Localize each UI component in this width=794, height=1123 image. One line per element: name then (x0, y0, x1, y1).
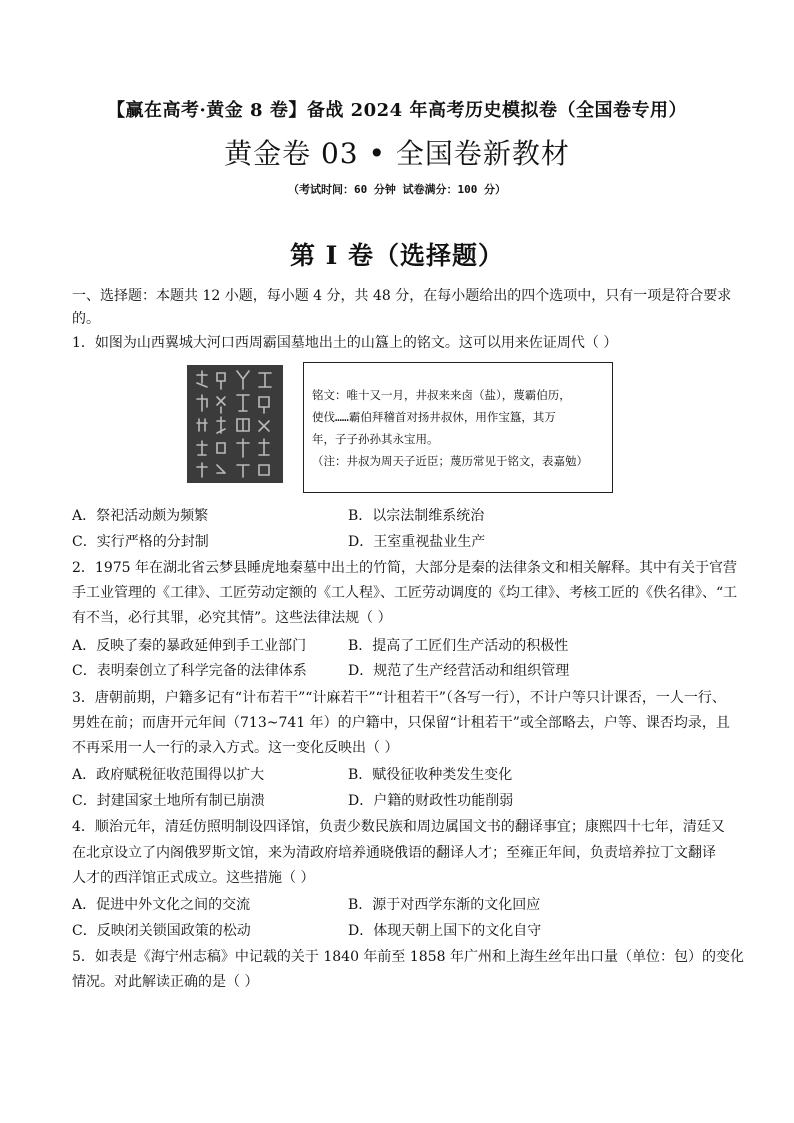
question-1-stem: 1．如图为山西翼城大河口西周霸国墓地出土的山簋上的铭文。这可以用来佐证周代（ ） (72, 335, 618, 351)
inscription-line-1: 铭文：唯十又一月，井叔来来卤（盐），蔑霸伯历， (312, 388, 571, 402)
q3-option-a[interactable]: A．政府赋税征收范围得以扩大 (72, 767, 265, 783)
q2-option-a[interactable]: A．反映了秦的暴政延伸到手工业部门 (72, 638, 307, 654)
paper-title: 黄金卷 03 • 全国卷新教材 (224, 137, 570, 170)
q1-option-c[interactable]: C．实行严格的分封制 (72, 534, 209, 550)
inscription-line-2: 使伐……霸伯拜稽首对扬井叔休，用作宝簋，其万 (312, 410, 556, 424)
q4-option-d[interactable]: D．体现天朝上国下的文化自守 (348, 923, 542, 939)
q4-option-a[interactable]: A．促进中外文化之间的交流 (72, 897, 251, 913)
inscription-note: （注：井叔为周天子近臣；蔑历常见于铭文，表嘉勉） (312, 454, 588, 468)
q4-option-b[interactable]: B．源于对西学东渐的文化回应 (348, 897, 541, 913)
q4-option-c[interactable]: C．反映闭关锁国政策的松动 (72, 923, 251, 939)
q2-option-b[interactable]: B．提高了工匠们生产活动的积极性 (348, 638, 569, 654)
question-3-stem-line-3: 不再采用一人一行的录入方式。这一变化反映出（ ） (72, 740, 399, 756)
question-2-stem-line-1: 2．1975 年在湖北省云梦县睡虎地秦墓中出土的竹简，大部分是秦的法律条文和相关解释。其中有关于官营 (72, 560, 737, 576)
question-2-stem-line-3: 有不当，必行其罪，必究其情”。这些法律法规（ ） (72, 610, 392, 626)
q2-option-c[interactable]: C．表明秦创立了科学完备的法律体系 (72, 663, 307, 679)
q2-option-d[interactable]: D．规范了生产经营活动和组织管理 (348, 663, 570, 679)
q3-option-b[interactable]: B．赋役征收种类发生变化 (348, 767, 513, 783)
question-3-stem-line-1: 3．唐朝前期，户籍多记有“计布若干”“计麻若干”“计租若干”（各写一行），不计户等只计课否，一人一行、 (72, 690, 726, 706)
section-title: 第 I 卷（选择题） (289, 241, 505, 270)
instructions-line-1: 一、选择题：本题共 12 小题，每小题 4 分，共 48 分，在每小题给出的四个选项中，只有一项是符合要求 (72, 288, 732, 304)
question-4-stem-line-3: 人才的西洋馆正式成立。这些措施（ ） (72, 870, 315, 886)
q1-option-b[interactable]: B．以宗法制维系统治 (348, 508, 485, 524)
bronze-inscription-rubbing-image (187, 365, 283, 483)
q1-option-a[interactable]: A．祭祀活动颇为频繁 (72, 508, 209, 524)
question-3-stem-line-2: 男姓在前；而唐开元年间（713~741 年）的户籍中，只保留“计租若干”或全部略去，户等、课否均录，且 (72, 715, 730, 731)
q3-option-c[interactable]: C．封建国家土地所有制已崩溃 (72, 793, 265, 809)
series-title: 【赢在高考·黄金 8 卷】备战 2024 年高考历史模拟卷（全国卷专用） (107, 100, 687, 121)
question-2-stem-line-2: 手工业管理的《工律》、工匠劳动定额的《工人程》、工匠劳动调度的《均工律》、考核工匠的《佚名律》、“工 (72, 585, 738, 601)
inscription-text-box (303, 362, 613, 493)
question-4-stem-line-1: 4．顺治元年，清廷仿照明制设四译馆，负责少数民族和周边属国文书的翻译事宜；康熙四十七年，清廷又 (72, 819, 725, 835)
exam-info: （考试时间：60 分钟 试卷满分：100 分） (288, 183, 506, 196)
inscription-line-3: 年，子子孙孙其永宝用。 (312, 432, 439, 446)
q1-option-d[interactable]: D．王室重视盐业生产 (348, 534, 486, 550)
question-4-stem-line-2: 在北京设立了内阁俄罗斯文馆，来为清政府培养通晓俄语的翻译人才；至雍正年间，负责培养拉丁文翻译 (72, 845, 716, 861)
instructions-line-2: 的。 (72, 311, 100, 327)
question-5-stem-line-1: 5．如表是《海宁州志稿》中记载的关于 1840 年前至 1858 年广州和上海生丝年出口量（单位：包）的变化 (72, 949, 744, 965)
question-5-stem-line-2: 情况。对此解读正确的是（ ） (72, 974, 259, 990)
q3-option-d[interactable]: D．户籍的财政性功能削弱 (348, 793, 514, 809)
